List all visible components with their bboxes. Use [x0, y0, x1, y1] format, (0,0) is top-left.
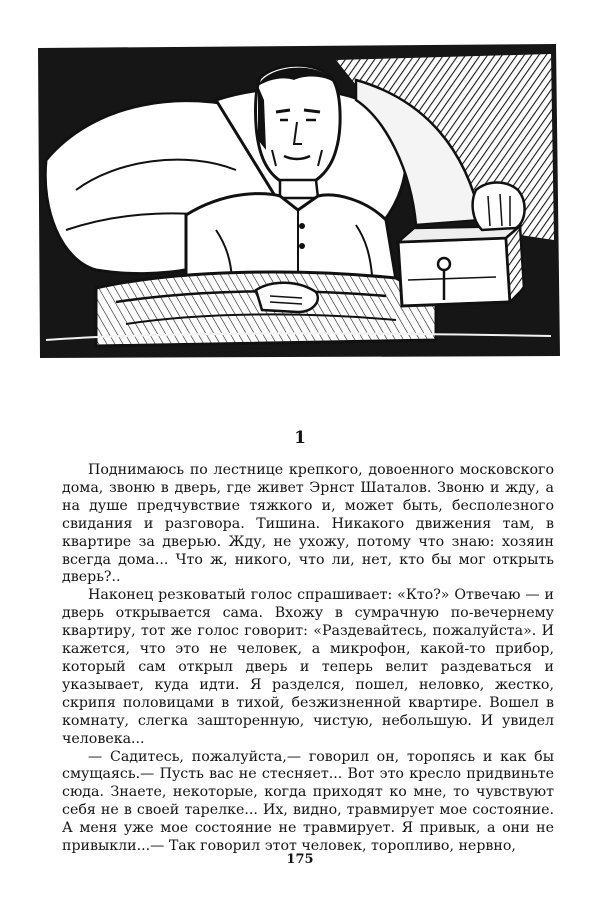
- paragraph: — Садитесь, пожалуйста,— говорил он, торопясь и как бы смущаясь.— Пусть вас не стесняет... Вот это кресло придвиньте сюда. Знаете, некоторые, когда приходят ко мне, то чувствуют себя не в своей тарелке... Их, видно, травмирует мое состояние. А меня уже мое состояние не травмирует. Я привык, а они не привыкли...— Так говорил этот человек, торопливо, нервно,: [62, 748, 554, 855]
- paragraph: Наконец резковатый голос спрашивает: «Кто?» Отвечаю — и дверь открывается сама. Вхожу в сумрачную по-вечернему квартиру, тот же голос говорит: «Раздевайтесь, пожалуйста». И кажется, что это не человек, а микрофон, какой-то прибор, который сам открыл дверь и теперь велит раздеваться и указывает, куда идти. Я разделся, пошел, неловко, жестко, скрипя половицами в тихой, безжизненной квартире. Вошел в комнату, слегка зашторенную, чистую, небольшую. И увидел человека...: [62, 587, 554, 747]
- body-text: [62, 462, 554, 856]
- paragraph: Поднимаюсь по лестнице крепкого, довоенного московского дома, звоню в дверь, где живет Эрнст Шаталов. Звоню и жду, а на душе предчувствие тяжкого и, может быть, бесполезного свидания и разговора. Тишина. Никакого движения там, в квартире за дверью. Жду, не ухожу, потому что знаю: хозяин всегда дома... Что ж, никого, что ли, нет, кто бы мог открыть дверь?..: [62, 462, 554, 586]
- illustration-man-in-bed: [36, 40, 562, 362]
- page-number: 175: [286, 852, 314, 867]
- chapter-number: 1: [294, 428, 306, 448]
